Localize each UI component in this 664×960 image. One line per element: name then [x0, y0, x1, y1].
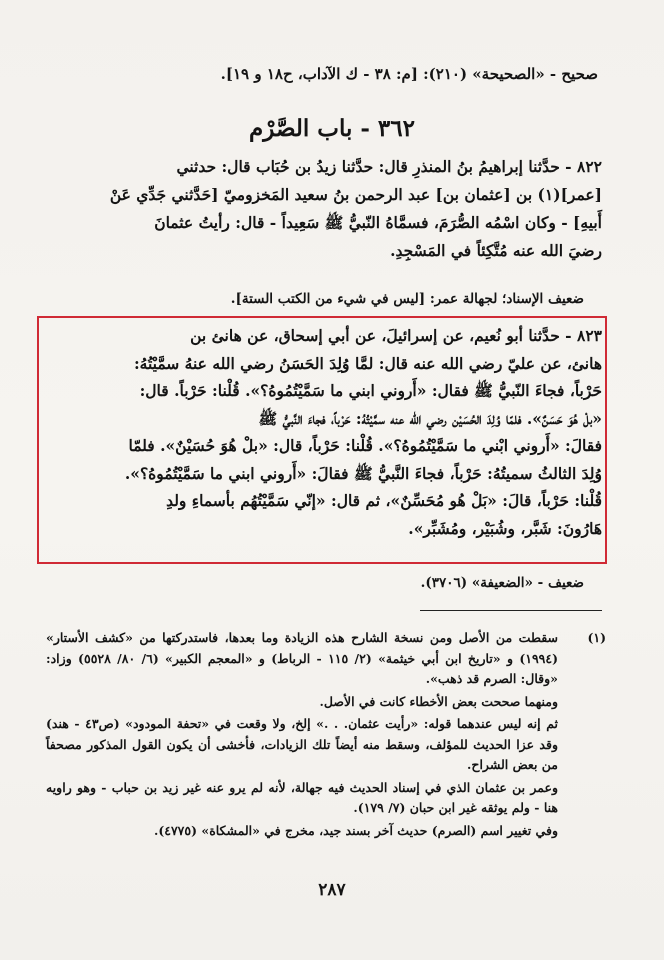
footnote-paragraph: سقطت من الأصل ومن نسخة الشارح هذه الزيادة وما بعدها، فاستدركتها من «كشف الأستار» (١٩٩٤) و «تاريخ ابن أبي خيثمة» (٢/ ١١٥ - الرباط) و «المعجم الكبير» (٦/ ٨٠/ ٥٥٢٨) وزاد: «وقال: الصرم قد ذهب». [46, 630, 559, 686]
footnote-number: (١) [587, 630, 606, 645]
hadith-line: ٨٢٣ - حدَّثنا أبو نُعيم، عن إسرائيلَ، عن أبي إسحاق، عن هانئ بن [190, 326, 602, 345]
footnote-paragraph: ومنهما صححت بعض الأخطاء كانت في الأصل. [319, 693, 558, 709]
hadith-822 [50, 153, 602, 265]
page-number: ٢٨٧ [318, 880, 346, 900]
footnote-paragraph: وعمر بن عثمان الذي في إسناد الحديث فيه جهالة، لأنه لم يرو عنه غير زيد بن حباب - وهو راويه هنا - ولم يوثقه غير ابن حبان (٧/ ١٧٩). [46, 779, 558, 815]
hadith-line: وُلِدَ الثالثُ سميتُهُ: حَرْباً، فجاءَ النَّبيُّ ﷺ فقالَ: «أَروني ابني ما سَمَّيْتُمُوهُ؟». [124, 463, 602, 483]
hadith-823-grading: ضعيف - «الضعيفة» (٣٧٠٦). [420, 575, 584, 591]
hadith-line: ٨٢٢ - حدَّثنا إبراهيمُ بنُ المنذرِ قال: حدَّثنا زيدُ بن حُبَاب قال: حدثني [176, 157, 602, 176]
hadith-line: هَارُونَ: شَبَّر، وشُبَيْر، ومُشَبِّر». [408, 518, 602, 538]
hadith-line: رضيَ الله عنه مُتَّكِئاً في المَسْجِدِ. [390, 241, 602, 260]
footnote-paragraph: وفي تغيير اسم (الصرم) حديث آخر بسند جيد، مخرج في «المشكاة» (٤٧٧٥). [153, 822, 558, 838]
hadith-822-grading: ضعيف الإسناد؛ لجهالة عمر: [ليس في شيء من الكتب الستة]. [230, 291, 584, 307]
hadith-line: «بلْ هُوَ حَسَنٌ». فلمّا وُلِدَ الحُسَيْن رضي الله عنه سمَّيْتُهُ: حَرْباً، فجاءَ النَّبيُّ ﷺ [258, 408, 602, 428]
hadith-line: فقالَ: «أَروني ابْني ما سَمَّيْتُمُوهُ؟». قُلْنا: حَرْباً، قال: «بلْ هُوَ حُسَيْنٌ». فلمّا [128, 436, 602, 455]
hadith-line: [عمر](١) بن [عثمان بن] عبد الرحمن بنُ سعيد المَخزوميّ [حَدَّثني جَدِّي عَنْ [109, 185, 602, 204]
footnote-paragraph: ثم إنه ليس عندهما قوله: «رأيت عثمان. . .» إلخ، ولا وقعت في «تحفة المودود» (ص٤٣ - هند) وقد عزا الحديث للمؤلف، وسقط منه أيضاً تلك الزيادات، فأخشى أن يكون القول المذكور مصحفاً من بعض الشراح. [46, 716, 558, 772]
header-reference: صحيح - «الصحيحة» (٢١٠): [م: ٣٨ - ك الآداب، ح١٨ و ١٩]. [220, 65, 598, 83]
hadith-line: أَبيهِ] - وكان اسْمُه الصُّرَمَ، فسمَّاهُ النّبيُّ ﷺ سَعِيداً - قال: رأيتُ عثمانَ [154, 213, 602, 232]
hadith-line: قُلْنا: حَرْباً، قالَ: «بَلْ هُو مُحَسِّنٌ»، ثم قال: «إنّي سَمَّيْتُهُم بأسماءِ ولدِ [166, 491, 602, 510]
footnote [46, 628, 604, 843]
hadith-line: حَرْباً، فجاءَ النّبيُّ ﷺ فقال: «أَروني ابني ما سَمَّيْتُمُوهُ؟». قُلْنا: حَرْباً. قال: [139, 381, 602, 400]
hadith-823 [48, 322, 602, 542]
chapter-title: ٣٦٢ - باب الصَّرْم [249, 115, 415, 142]
footnote-body [46, 628, 558, 841]
footnote-divider [420, 610, 602, 611]
hadith-line: هانئ، عن عليّ رضي الله عنه قال: لمَّا وُلِدَ الحَسَنُ رضي الله عنهُ سمَّيْتُهُ: [133, 353, 602, 373]
